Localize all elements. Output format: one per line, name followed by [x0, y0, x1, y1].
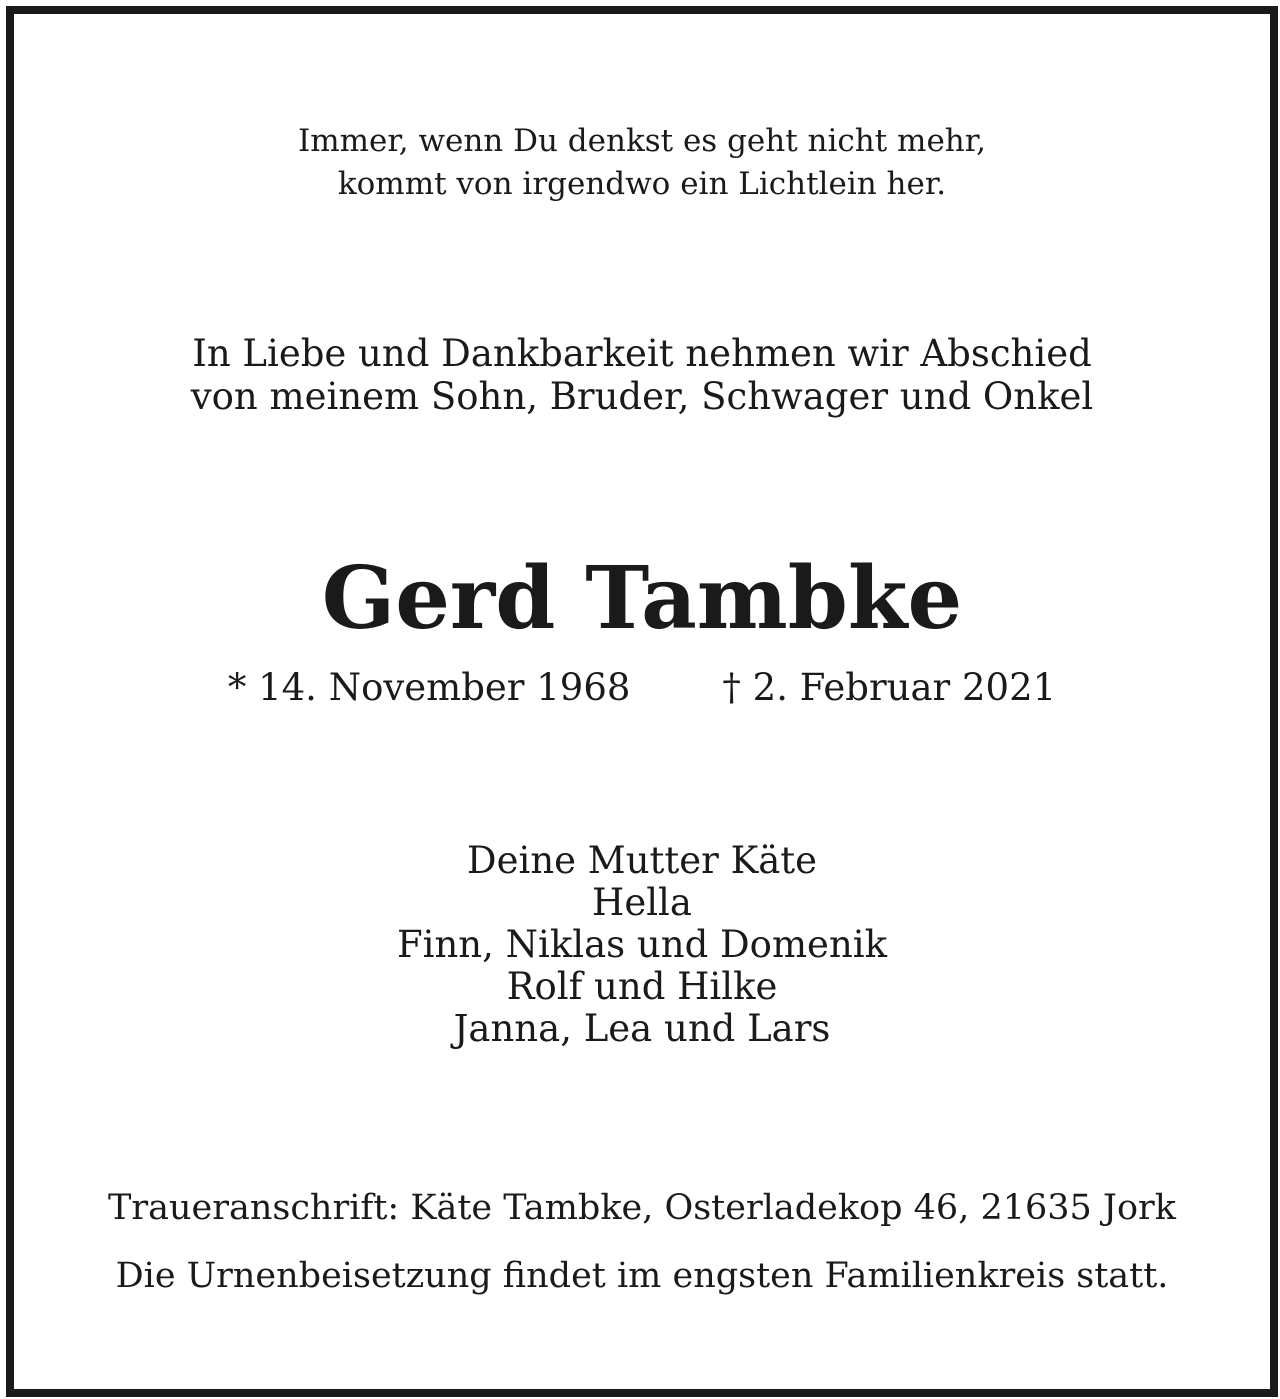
motto-line: Immer, wenn Du denkst es geht nicht mehr,	[297, 123, 987, 159]
motto-verse	[14, 120, 1270, 206]
motto-line: kommt von irgendwo ein Lichtlein her.	[337, 166, 947, 202]
death-date: † 2. Februar 2021	[722, 666, 1057, 709]
mourner-entry: Finn, Niklas und Domenik	[396, 923, 888, 966]
intro-text	[14, 332, 1270, 418]
obituary-frame	[6, 6, 1278, 1397]
burial-note: Die Urnenbeisetzung findet im engsten Familienkreis statt.	[115, 1256, 1169, 1296]
intro-line: In Liebe und Dankbarkeit nehmen wir Abschied	[192, 332, 1092, 375]
mourning-address: Traueranschrift: Käte Tambke, Osterladekop 46, 21635 Jork	[108, 1188, 1176, 1228]
birth-date: * 14. November 1968	[227, 666, 631, 709]
mourners-list	[14, 840, 1270, 1050]
mourner-entry: Rolf und Hilke	[506, 965, 778, 1008]
mourner-entry: Deine Mutter Käte	[466, 839, 818, 882]
mourner-entry: Janna, Lea und Lars	[453, 1007, 831, 1050]
life-dates	[14, 664, 1270, 712]
intro-line: von meinem Sohn, Bruder, Schwager und Onkel	[190, 375, 1094, 418]
deceased-name: Gerd Tambke	[321, 548, 963, 649]
mourner-entry: Hella	[592, 881, 692, 924]
